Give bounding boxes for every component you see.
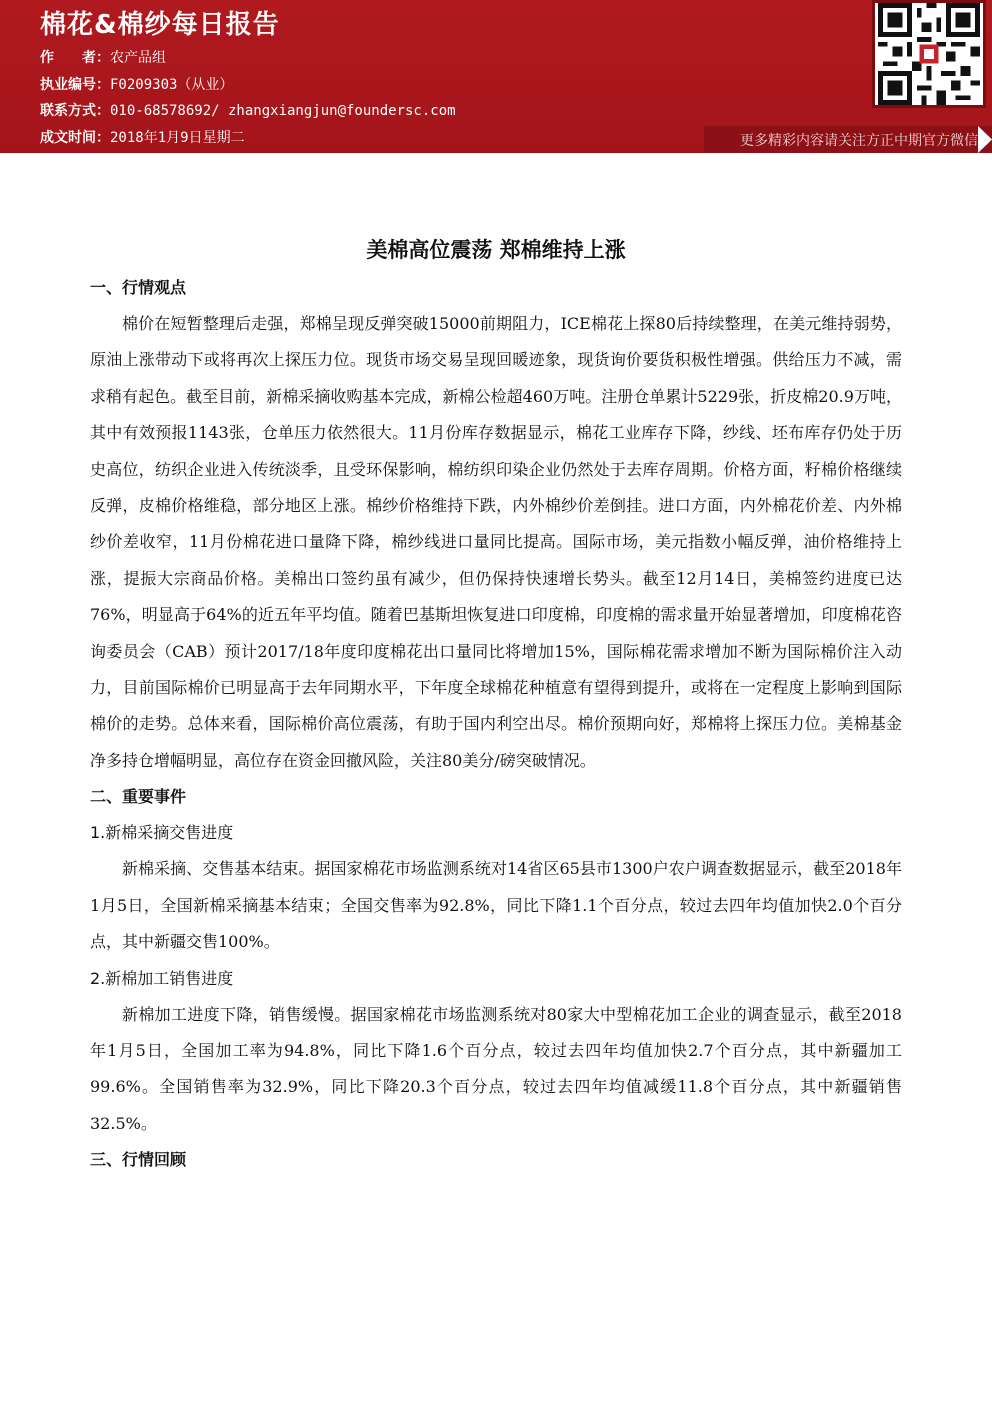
date-value: 2018年1月9日星期二	[110, 130, 245, 146]
license-value: F0209303（从业）	[110, 77, 234, 93]
processing-progress-paragraph: 新棉加工进度下降，销售缓慢。据国家棉花市场监测系统对80家大中型棉花加工企业的调查显示，截至2018年1月5日，全国加工率为94.8%，同比下降1.6个百分点，较过去四年均值加快2.7个百分点，其中新疆加工99.6%。全国销售率为32.9%，同比下降20.3个百分点，较过去四年均值减缓11.8个百分点，其中新疆销售32.5%。	[90, 1004, 902, 1133]
article-title: 美棉高位震荡 郑棉维持上涨	[366, 238, 626, 262]
market-view-paragraph: 棉价在短暂整理后走强，郑棉呈现反弹突破15000前期阻力，ICE棉花上探80后持续整理，在美元维持弱势，原油上涨带动下或将再次上探压力位。现货市场交易呈现回暖迹象，现货询价要货积极性增强。供给压力不减，需求稍有起色。截至目前，新棉采摘收购基本完成，新棉公检超460万吨。注册仓单累计5229张，折皮棉20.9万吨，其中有效预报1143张，仓单压力依然很大。11月份库存数据显示，棉花工业库存下降，纱线、坯布库存仍处于历史高位，纺织企业进入传统淡季，且受环保影响，棉纺织印染企业仍然处于去库存周期。价格方面，籽棉价格继续反弹，皮棉价格维稳，部分地区上涨。棉纱价格维持下跌，内外棉纱价差倒挂。进口方面，内外棉花价差、内外棉纱价差收窄，11月份棉花进口量降下降，棉纱线进口量同比提高。国际市场，美元指数小幅反弹，油价格维持上涨，提振大宗商品价格。美棉出口签约虽有减少，但仍保持快速增长势头。截至12月14日，美棉签约进度已达76%，明显高于64%的近五年平均值。随着巴基斯坦恢复进口印度棉，印度棉的需求量开始显著增加，印度棉花咨询委员会（CAB）预计2017/18年度印度棉花出口量同比将增加15%，国际棉花需求增加不断为国际棉价注入动力，目前国际棉价已明显高于去年同期水平，下年度全球棉花种植意有望得到提升，或将在一定程度上影响到国际棉价的走势。总体来看，国际棉价高位震荡，有助于国内利空出尽。棉价预期向好，郑棉将上探压力位。美棉基金净多持仓增幅明显，高位存在资金回撤风险，关注80美分/磅突破情况。	[90, 314, 902, 770]
wechat-follow-note: 更多精彩内容请关注方正中期官方微信	[740, 133, 978, 149]
author-label: 作 者：	[40, 50, 110, 66]
contact-label: 联系方式：	[40, 103, 110, 119]
arrow-right-icon	[978, 126, 992, 153]
license-row	[40, 74, 233, 94]
report-header-banner	[0, 0, 992, 153]
section-heading-key-events: 二、重要事件	[90, 787, 187, 807]
date-row	[40, 127, 245, 147]
picking-progress-paragraph: 新棉采摘、交售基本结束。据国家棉花市场监测系统对14省区65县市1300户农户调查数据显示，截至2018年1月5日，全国新棉采摘基本结束；全国交售率为92.8%，同比下降1.1个百分点，较过去四年均值加快2.0个百分点，其中新疆交售100%。	[90, 859, 902, 952]
wechat-follow-bar	[704, 126, 992, 153]
report-title: 棉花&棉纱每日报告	[40, 10, 280, 40]
subheading-processing-progress: 2.新棉加工销售进度	[90, 968, 234, 988]
contact-row	[40, 100, 456, 120]
section-heading-market-review: 三、行情回顾	[90, 1150, 187, 1170]
qr-code-icon	[872, 0, 986, 108]
report-body	[90, 230, 902, 1178]
subheading-picking-progress: 1.新棉采摘交售进度	[90, 823, 234, 843]
author-row	[40, 47, 166, 67]
section-heading-market-view: 一、行情观点	[90, 278, 187, 297]
date-label: 成文时间：	[40, 130, 110, 146]
license-label: 执业编号：	[40, 77, 110, 93]
author-value: 农产品组	[110, 50, 166, 66]
contact-value: 010-68578692/ zhangxiangjun@foundersc.com	[110, 103, 456, 119]
